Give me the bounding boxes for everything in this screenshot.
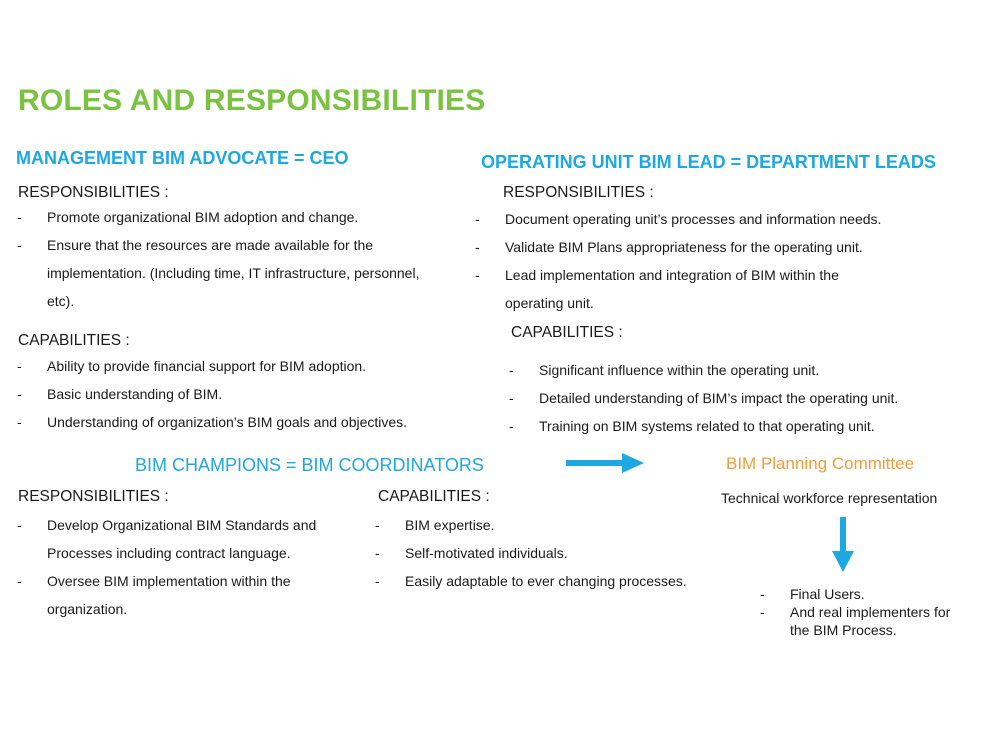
ceo-capabilities-label: CAPABILITIES : xyxy=(18,332,130,349)
list-item-text: Self-motivated individuals. xyxy=(405,545,568,561)
lead-responsibilities-list xyxy=(475,205,881,317)
list-item xyxy=(17,567,316,595)
list-item-text: organization. xyxy=(47,601,128,617)
list-item-text: implementation. (Including time, IT infrastructure, personnel, xyxy=(47,265,420,281)
list-item-text: Understanding of organization’s BIM goals and objectives. xyxy=(47,414,408,430)
list-item xyxy=(17,352,407,380)
list-item-text: Document operating unit’s processes and information needs. xyxy=(505,211,882,227)
lead-responsibilities-label: RESPONSIBILITIES : xyxy=(503,184,654,201)
champions-responsibilities-label: RESPONSIBILITIES : xyxy=(18,488,169,505)
lead-heading: OPERATING UNIT BIM LEAD = DEPARTMENT LEADS xyxy=(481,152,936,172)
list-item-text: Validate BIM Plans appropriateness for the operating unit. xyxy=(505,239,863,255)
list-item-text: etc). xyxy=(47,293,75,309)
list-item xyxy=(17,231,419,259)
list-item xyxy=(760,585,950,603)
bullet-dash: - xyxy=(17,414,22,430)
list-item xyxy=(17,203,419,231)
champions-capabilities-list xyxy=(375,511,687,595)
arrow-down-icon xyxy=(831,517,855,573)
list-item-text: Lead implementation and integration of BIM within the xyxy=(505,267,839,283)
list-item-text: And real implementers for xyxy=(790,604,951,620)
list-item xyxy=(17,408,407,436)
bullet-dash: - xyxy=(17,573,22,589)
list-item-text: Promote organizational BIM adoption and change. xyxy=(47,209,359,225)
bullet-dash: - xyxy=(760,604,765,620)
arrow-right-icon xyxy=(566,452,646,474)
list-item xyxy=(509,412,898,440)
list-item-text: Develop Organizational BIM Standards and xyxy=(47,517,317,533)
bullet-dash: - xyxy=(17,237,22,253)
list-item-text: Ability to provide financial support for BIM adoption. xyxy=(47,358,367,374)
bullet-dash: - xyxy=(509,362,514,378)
list-item-text: Training on BIM systems related to that operating unit. xyxy=(539,418,875,434)
bullet-dash: - xyxy=(375,517,380,533)
committee-items-list xyxy=(760,585,950,639)
bullet-dash: - xyxy=(509,390,514,406)
list-item xyxy=(760,603,950,621)
list-item xyxy=(375,567,687,595)
list-item-text: Significant influence within the operating unit. xyxy=(539,362,820,378)
page-title: ROLES AND RESPONSIBILITIES xyxy=(18,84,486,117)
committee-representation: Technical workforce representation xyxy=(721,490,938,506)
bullet-dash: - xyxy=(17,358,22,374)
bullet-dash: - xyxy=(17,517,22,533)
list-item xyxy=(509,356,898,384)
list-item xyxy=(17,511,316,539)
list-item-text: Detailed understanding of BIM’s impact the operating unit. xyxy=(539,390,899,406)
bullet-dash: - xyxy=(17,386,22,402)
bullet-dash: - xyxy=(509,418,514,434)
list-item xyxy=(475,205,881,233)
lead-capabilities-list xyxy=(509,356,898,440)
list-item-text: the BIM Process. xyxy=(790,622,897,638)
bullet-dash: - xyxy=(475,267,480,283)
list-item-text: Final Users. xyxy=(790,586,865,602)
list-item xyxy=(475,261,881,289)
champions-heading: BIM CHAMPIONS = BIM COORDINATORS xyxy=(135,455,484,475)
list-item-text: Basic understanding of BIM. xyxy=(47,386,223,402)
ceo-responsibilities-label: RESPONSIBILITIES : xyxy=(18,184,169,201)
list-item xyxy=(475,233,881,261)
list-item xyxy=(375,511,687,539)
list-item-text: operating unit. xyxy=(505,295,594,311)
list-item xyxy=(17,539,316,567)
bullet-dash: - xyxy=(760,586,765,602)
list-item xyxy=(475,289,881,317)
champions-capabilities-label: CAPABILITIES : xyxy=(378,488,490,505)
list-item xyxy=(17,287,419,315)
ceo-responsibilities-list xyxy=(17,203,419,315)
bullet-dash: - xyxy=(375,573,380,589)
bullet-dash: - xyxy=(475,239,480,255)
list-item xyxy=(17,595,316,623)
committee-heading: BIM Planning Committee xyxy=(726,454,915,473)
list-item xyxy=(760,621,950,639)
list-item xyxy=(17,380,407,408)
list-item-text: Easily adaptable to ever changing processes. xyxy=(405,573,687,589)
bullet-dash: - xyxy=(375,545,380,561)
list-item xyxy=(509,384,898,412)
ceo-heading: MANAGEMENT BIM ADVOCATE = CEO xyxy=(16,148,349,168)
list-item-text: BIM expertise. xyxy=(405,517,495,533)
ceo-capabilities-list xyxy=(17,352,407,436)
list-item-text: Processes including contract language. xyxy=(47,545,291,561)
lead-capabilities-label: CAPABILITIES : xyxy=(511,324,623,341)
bullet-dash: - xyxy=(475,211,480,227)
champions-responsibilities-list xyxy=(17,511,316,623)
list-item xyxy=(375,539,687,567)
list-item-text: Ensure that the resources are made available for the xyxy=(47,237,374,253)
list-item xyxy=(17,259,419,287)
bullet-dash: - xyxy=(17,209,22,225)
list-item-text: Oversee BIM implementation within the xyxy=(47,573,291,589)
